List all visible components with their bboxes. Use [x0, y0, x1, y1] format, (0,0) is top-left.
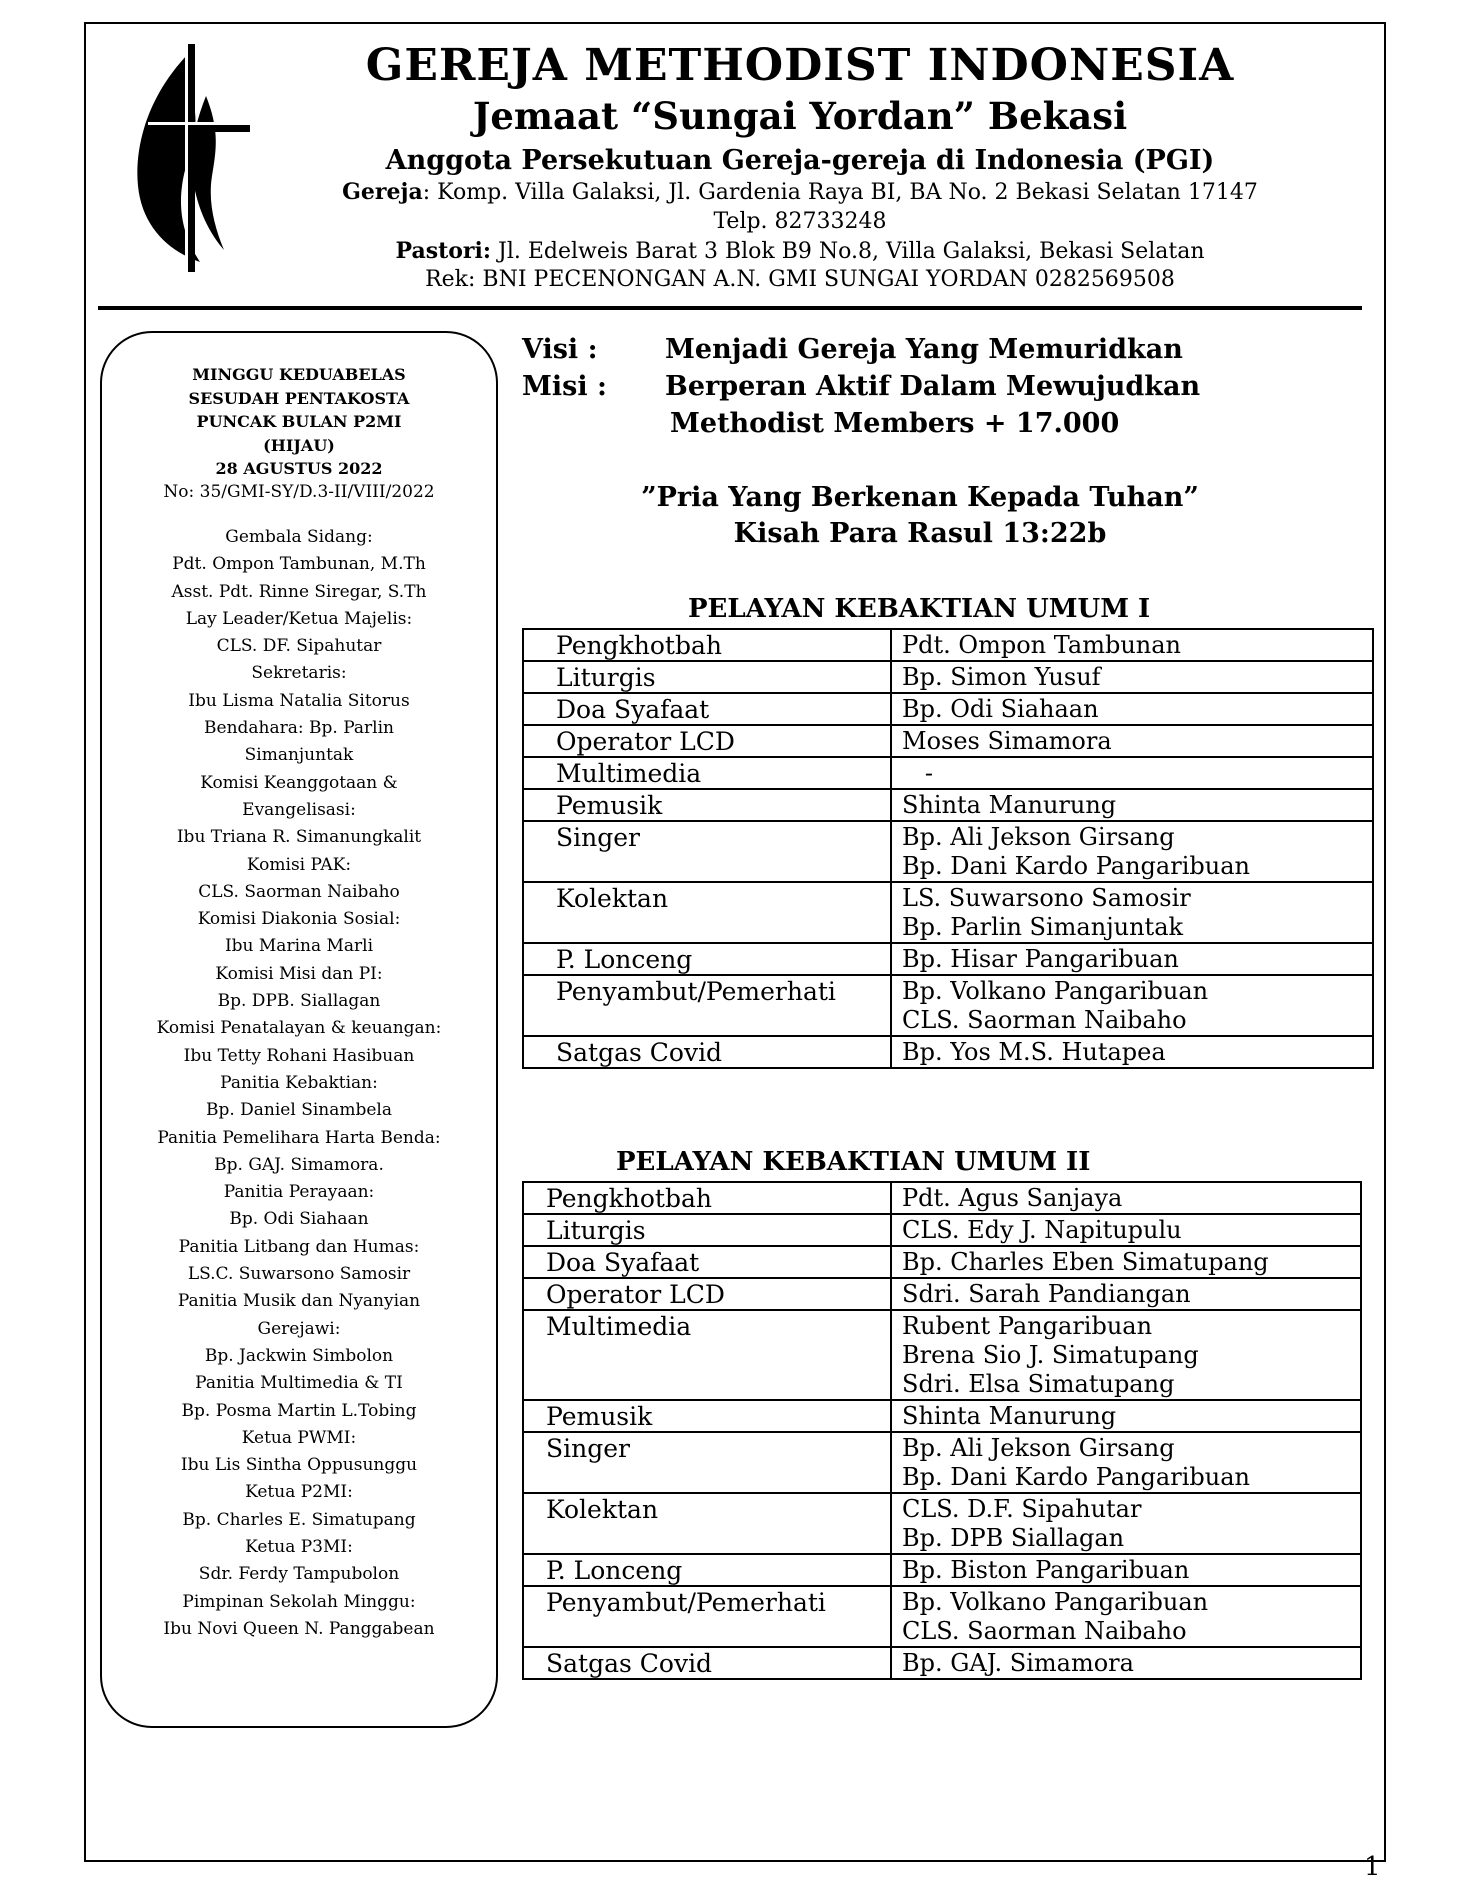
- name-cell: [891, 1278, 1361, 1310]
- name-cell: [891, 661, 1373, 693]
- officer-line: Ibu Tetty Rohani Hasibuan: [183, 1045, 415, 1066]
- service1-table: [522, 628, 1374, 1069]
- officer-line: Komisi Misi dan PI:: [215, 963, 383, 984]
- officer-line: Panitia Multimedia & TI: [195, 1373, 403, 1394]
- page-number: 1: [1364, 1852, 1381, 1882]
- server-name: Shinta Manurung: [902, 1402, 1117, 1430]
- officer-line: Komisi Diakonia Sosial:: [197, 909, 401, 930]
- server-name: Bp. Odi Siahaan: [902, 695, 1099, 723]
- role-cell: Pemusik: [523, 789, 891, 821]
- server-name: Sdri. Elsa Simatupang: [902, 1370, 1175, 1398]
- officer-line: Panitia Musik dan Nyanyian: [177, 1291, 421, 1312]
- table-row: [523, 789, 1373, 821]
- role-cell: Multimedia: [523, 1310, 891, 1400]
- header-divider: [98, 306, 1362, 310]
- sidebar-heading: MINGGU KEDUABELAS SESUDAH PENTAKOSTA PUNCAK BULAN P2MI (HIJAU) 28 AGUSTUS 2022: [188, 365, 410, 478]
- server-name: Bp. DPB Siallagan: [902, 1524, 1125, 1552]
- role-cell: Kolektan: [523, 1493, 891, 1554]
- table-row: [523, 1214, 1361, 1246]
- officer-line: Lay Leader/Ketua Majelis:: [185, 608, 413, 629]
- table-row: [523, 1554, 1361, 1586]
- name-cell: [891, 1310, 1361, 1400]
- officer-line: Bp. Daniel Sinambela: [205, 1100, 393, 1121]
- server-name: Moses Simamora: [902, 727, 1112, 755]
- table-row: [523, 629, 1373, 661]
- name-cell: [891, 1554, 1361, 1586]
- phone-line: Telp. 82733248: [713, 209, 887, 234]
- server-name: Bp. Simon Yusuf: [902, 663, 1101, 691]
- server-name: CLS. Edy J. Napitupulu: [902, 1216, 1182, 1244]
- server-name: Bp. Yos M.S. Hutapea: [902, 1038, 1166, 1066]
- table-row: [523, 1182, 1361, 1214]
- officer-line: Sdr. Ferdy Tampubolon: [198, 1564, 400, 1585]
- role-cell: Multimedia: [523, 757, 891, 789]
- officer-line: Ibu Lis Sintha Oppusunggu: [180, 1455, 418, 1476]
- name-cell: [891, 1432, 1361, 1493]
- membership-line: Anggota Persekutuan Gereja-gereja di Indonesia (PGI): [385, 145, 1215, 176]
- table-row: [523, 1278, 1361, 1310]
- officer-line: Panitia Perayaan:: [223, 1182, 375, 1203]
- server-name: Bp. GAJ. Simamora: [902, 1649, 1134, 1677]
- service1-title: PELAYAN KEBAKTIAN UMUM I: [688, 594, 1151, 624]
- name-cell: [891, 1647, 1361, 1679]
- officer-line: Gembala Sidang:: [225, 527, 373, 547]
- service2-table: [522, 1181, 1362, 1680]
- name-cell: [891, 943, 1373, 975]
- table-row: [523, 1400, 1361, 1432]
- sermon-theme: ”Pria Yang Berkenan Kepada Tuhan”: [641, 482, 1199, 513]
- officer-line: Bendahara: Bp. Parlin: [204, 718, 394, 739]
- misi-label: Misi :: [522, 371, 607, 402]
- role-cell: Singer: [523, 821, 891, 882]
- role-cell: Penyambut/Pemerhati: [523, 975, 891, 1036]
- table-row: [523, 1647, 1361, 1679]
- visi-label: Visi :: [522, 334, 598, 365]
- name-cell: [891, 757, 1373, 789]
- table-row: [523, 882, 1373, 943]
- officer-line: Ibu Novi Queen N. Panggabean: [163, 1618, 435, 1639]
- name-cell: [891, 1214, 1361, 1246]
- officer-line: Bp. Charles E. Simatupang: [182, 1509, 416, 1530]
- bulletin-number: No: 35/GMI-SY/D.3-II/VIII/2022: [163, 482, 435, 502]
- officer-line: Evangelisasi:: [242, 799, 356, 820]
- server-name: CLS. D.F. Sipahutar: [902, 1495, 1142, 1523]
- server-name: CLS. Saorman Naibaho: [902, 1617, 1187, 1645]
- role-cell: Doa Syafaat: [523, 693, 891, 725]
- officer-line: Bp. GAJ. Simamora.: [214, 1154, 384, 1175]
- role-cell: Kolektan: [523, 882, 891, 943]
- role-cell: P. Lonceng: [523, 1554, 891, 1586]
- role-cell: Operator LCD: [523, 1278, 891, 1310]
- server-name: Bp. Hisar Pangaribuan: [902, 945, 1179, 973]
- officer-line: CLS. DF. Sipahutar: [216, 636, 382, 657]
- officer-line: LS.C. Suwarsono Samosir: [187, 1264, 411, 1285]
- officer-line: Ibu Triana R. Simanungkalit: [176, 827, 422, 848]
- table-row: [523, 1246, 1361, 1278]
- officer-line: Ketua P3MI:: [245, 1536, 353, 1557]
- server-name: Pdt. Ompon Tambunan: [902, 631, 1181, 659]
- table-row: [523, 1493, 1361, 1554]
- sermon-verse: Kisah Para Rasul 13:22b: [733, 518, 1107, 549]
- misi-text-2: Methodist Members + 17.000: [670, 408, 1120, 439]
- table-row: [523, 725, 1373, 757]
- officers-list: [100, 524, 498, 1643]
- server-name: Bp. Ali Jekson Girsang: [902, 823, 1175, 851]
- role-cell: Operator LCD: [523, 725, 891, 757]
- visi-text: Menjadi Gereja Yang Memuridkan: [665, 334, 1183, 365]
- name-cell: [891, 1400, 1361, 1432]
- name-cell: [891, 725, 1373, 757]
- name-cell: [891, 789, 1373, 821]
- officer-line: Panitia Pemelihara Harta Benda:: [157, 1127, 441, 1148]
- server-name: CLS. Saorman Naibaho: [902, 1006, 1187, 1034]
- officer-line: Simanjuntak: [244, 745, 354, 766]
- role-cell: Pengkhotbah: [523, 629, 891, 661]
- name-cell: [891, 882, 1373, 943]
- server-name: Sdri. Sarah Pandiangan: [902, 1280, 1191, 1308]
- server-name: Bp. Parlin Simanjuntak: [902, 913, 1184, 941]
- role-cell: Pemusik: [523, 1400, 891, 1432]
- congregation-name: Jemaat “Sungai Yordan” Bekasi: [472, 94, 1128, 138]
- cross-flame-logo-icon: [128, 36, 258, 272]
- officer-line: Ketua PWMI:: [241, 1427, 357, 1448]
- server-name: Pdt. Agus Sanjaya: [902, 1184, 1123, 1212]
- bank-account: Rek: BNI PECENONGAN A.N. GMI SUNGAI YORDAN 0282569508: [425, 267, 1175, 292]
- service2-title: PELAYAN KEBAKTIAN UMUM II: [616, 1147, 1091, 1177]
- table-row: [523, 661, 1373, 693]
- misi-text: Berperan Aktif Dalam Mewujudkan: [665, 371, 1201, 402]
- role-cell: Liturgis: [523, 1214, 891, 1246]
- role-cell: Satgas Covid: [523, 1036, 891, 1068]
- officer-line: Ketua P2MI:: [245, 1482, 353, 1503]
- server-name: Bp. Biston Pangaribuan: [902, 1556, 1190, 1584]
- role-cell: Satgas Covid: [523, 1647, 891, 1679]
- officer-line: Bp. Posma Martin L.Tobing: [181, 1400, 417, 1421]
- role-cell: P. Lonceng: [523, 943, 891, 975]
- officer-line: Komisi Penatalayan & keuangan:: [156, 1018, 442, 1039]
- role-cell: Liturgis: [523, 661, 891, 693]
- server-name: Bp. Charles Eben Simatupang: [902, 1248, 1269, 1276]
- officer-line: Bp. DPB. Siallagan: [217, 991, 381, 1012]
- server-name: Shinta Manurung: [902, 791, 1117, 819]
- table-row: [523, 975, 1373, 1036]
- table-row: [523, 1432, 1361, 1493]
- table-row: [523, 1310, 1361, 1400]
- table-row: [523, 757, 1373, 789]
- role-cell: Doa Syafaat: [523, 1246, 891, 1278]
- role-cell: Penyambut/Pemerhati: [523, 1586, 891, 1647]
- officer-line: Panitia Litbang dan Humas:: [178, 1236, 420, 1257]
- role-cell: Pengkhotbah: [523, 1182, 891, 1214]
- name-cell: [891, 975, 1373, 1036]
- officer-line: Ibu Lisma Natalia Sitorus: [188, 690, 410, 711]
- officer-line: Bp. Jackwin Simbolon: [204, 1345, 394, 1366]
- server-name: LS. Suwarsono Samosir: [902, 884, 1191, 912]
- table-row: [523, 1586, 1361, 1647]
- server-name: Brena Sio J. Simatupang: [902, 1341, 1199, 1369]
- name-cell: [891, 1246, 1361, 1278]
- officer-line: Asst. Pdt. Rinne Siregar, S.Th: [171, 581, 427, 602]
- officer-line: Komisi Keanggotaan &: [200, 772, 398, 793]
- officer-line: Komisi PAK:: [246, 854, 352, 875]
- table-row: [523, 693, 1373, 725]
- name-cell: [891, 693, 1373, 725]
- officer-line: Bp. Odi Siahaan: [229, 1209, 369, 1230]
- server-name: Bp. Dani Kardo Pangaribuan: [902, 1463, 1250, 1491]
- name-cell: [891, 821, 1373, 882]
- officer-line: Ibu Marina Marli: [224, 936, 374, 957]
- parsonage-address: Pastori: Jl. Edelweis Barat 3 Blok B9 No.8, Villa Galaksi, Bekasi Selatan: [395, 238, 1205, 264]
- role-cell: Singer: [523, 1432, 891, 1493]
- server-name: Bp. Ali Jekson Girsang: [902, 1434, 1175, 1462]
- table-row: [523, 1036, 1373, 1068]
- officer-line: Panitia Kebaktian:: [220, 1072, 378, 1093]
- name-cell: [891, 629, 1373, 661]
- server-name: -: [902, 759, 933, 787]
- name-cell: [891, 1493, 1361, 1554]
- server-name: Bp. Volkano Pangaribuan: [902, 977, 1209, 1005]
- table-row: [523, 943, 1373, 975]
- church-address: Gereja: Komp. Villa Galaksi, Jl. Gardenia Raya BI, BA No. 2 Bekasi Selatan 17147: [342, 179, 1258, 205]
- officer-line: Gerejawi:: [257, 1318, 341, 1339]
- name-cell: [891, 1586, 1361, 1647]
- church-title: GEREJA METHODIST INDONESIA: [365, 40, 1235, 91]
- server-name: Bp. Volkano Pangaribuan: [902, 1588, 1209, 1616]
- officer-line: Sekretaris:: [251, 663, 347, 684]
- name-cell: [891, 1036, 1373, 1068]
- name-cell: [891, 1182, 1361, 1214]
- server-name: Bp. Dani Kardo Pangaribuan: [902, 852, 1250, 880]
- server-name: Rubent Pangaribuan: [902, 1312, 1153, 1340]
- officer-line: Pdt. Ompon Tambunan, M.Th: [172, 554, 426, 575]
- table-row: [523, 821, 1373, 882]
- officer-line: Pimpinan Sekolah Minggu:: [182, 1591, 416, 1612]
- officer-line: CLS. Saorman Naibaho: [198, 881, 400, 902]
